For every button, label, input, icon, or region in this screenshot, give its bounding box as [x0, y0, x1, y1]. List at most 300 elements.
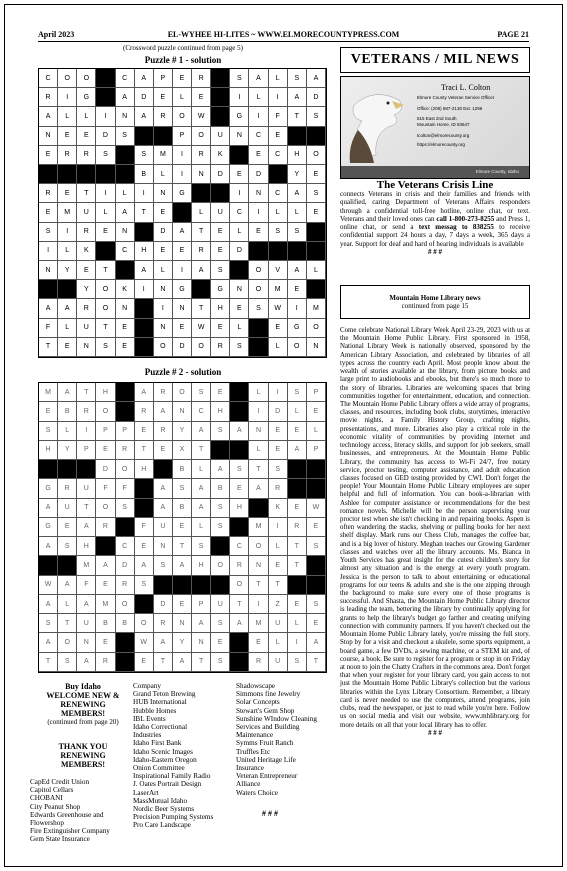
puzzle1-cell: W	[269, 299, 288, 318]
member-name: Hubble Homes	[133, 706, 177, 715]
puzzle2-cell: E	[269, 556, 288, 575]
puzzle2-cell: R	[154, 422, 173, 441]
member-name: Industries	[133, 731, 162, 740]
puzzle2-cell: U	[154, 518, 173, 537]
puzzle1-cell: V	[269, 261, 288, 280]
puzzle1-cell: S	[288, 69, 307, 88]
member-name: Edwards Greenhouse and	[30, 810, 104, 819]
puzzle1-cell	[249, 319, 268, 338]
puzzle2-cell: A	[154, 499, 173, 518]
puzzle2-cell: Y	[58, 441, 77, 460]
member-name: Grand Teton Brewing	[133, 690, 196, 699]
library-news-box	[340, 285, 530, 319]
puzzle2-cell: K	[269, 499, 288, 518]
puzzle2-cell: E	[173, 595, 192, 614]
officer-website: https://elmorecounty.org	[417, 142, 465, 147]
puzzle2-cell	[154, 576, 173, 595]
puzzle2-cell: F	[96, 479, 115, 498]
puzzle2-cell: D	[96, 460, 115, 479]
puzzle1-cell: W	[192, 319, 211, 338]
puzzle1-cell	[154, 127, 173, 146]
puzzle1-cell: E	[116, 338, 135, 357]
puzzle1-cell: E	[211, 223, 230, 242]
puzzle1-cell: A	[173, 223, 192, 242]
puzzle1-cell	[58, 165, 77, 184]
puzzle1-cell: A	[288, 261, 307, 280]
puzzle1-cell: E	[230, 299, 249, 318]
buy-idaho-title: Buy Idaho	[65, 682, 101, 691]
puzzle2-cell: E	[288, 595, 307, 614]
puzzle1-cell: I	[173, 165, 192, 184]
puzzle2-cell: E	[307, 402, 326, 421]
puzzle1-cell: S	[307, 184, 326, 203]
puzzle2-cell	[135, 595, 154, 614]
member-name: Flowershop	[30, 819, 64, 828]
puzzle1-grid	[38, 68, 327, 358]
puzzle1-cell	[307, 280, 326, 299]
puzzle1-cell	[307, 127, 326, 146]
puzzle1-cell	[135, 127, 154, 146]
puzzle1-cell: S	[269, 223, 288, 242]
puzzle2-cell: A	[230, 614, 249, 633]
puzzle2-cell: M	[39, 383, 58, 402]
puzzle2-cell: I	[249, 595, 268, 614]
puzzle2-cell: S	[211, 614, 230, 633]
crisis-line-body	[340, 190, 530, 256]
puzzle1-cell: L	[269, 203, 288, 222]
puzzle2-cell: C	[230, 537, 249, 556]
puzzle2-cell: O	[249, 537, 268, 556]
puzzle1-cell: O	[154, 338, 173, 357]
puzzle2-cell: R	[288, 518, 307, 537]
puzzle2-cell: S	[211, 653, 230, 672]
puzzle1-cell: S	[39, 223, 58, 242]
puzzle1-cell: E	[288, 280, 307, 299]
puzzle2-cell: M	[249, 614, 268, 633]
puzzle1-cell	[211, 107, 230, 126]
puzzle2-cell: U	[269, 614, 288, 633]
puzzle1-cell	[288, 242, 307, 261]
puzzle2-cell: O	[135, 614, 154, 633]
puzzle2-cell: A	[288, 441, 307, 460]
puzzle2-cell	[249, 499, 268, 518]
puzzle1-cell: O	[192, 338, 211, 357]
puzzle2-cell: R	[116, 441, 135, 460]
puzzle2-cell: M	[96, 595, 115, 614]
puzzle2-cell: E	[269, 441, 288, 460]
puzzle1-cell: R	[77, 223, 96, 242]
puzzle2-cell: S	[192, 383, 211, 402]
buy-idaho-heading	[38, 682, 128, 726]
puzzle2-cell: S	[230, 460, 249, 479]
puzzle2-cell: L	[288, 614, 307, 633]
puzzle2-cell: A	[192, 422, 211, 441]
puzzle2-cell: W	[135, 633, 154, 652]
puzzle2-cell: A	[173, 653, 192, 672]
crisis-line-title: The Veterans Crisis Line	[376, 179, 494, 191]
puzzle1-cell: M	[269, 280, 288, 299]
puzzle1-cell: E	[269, 319, 288, 338]
puzzle2-cell: T	[154, 653, 173, 672]
puzzle1-cell: N	[307, 338, 326, 357]
puzzle1-cell: I	[230, 184, 249, 203]
puzzle2-cell: E	[211, 383, 230, 402]
puzzle2-cell: T	[307, 653, 326, 672]
puzzle1-cell: L	[288, 203, 307, 222]
puzzle1-cell	[192, 184, 211, 203]
puzzle1-cell: A	[135, 69, 154, 88]
puzzle2-cell	[230, 383, 249, 402]
puzzle1-cell: T	[192, 299, 211, 318]
puzzle2-cell: O	[58, 633, 77, 652]
puzzle1-cell: N	[116, 107, 135, 126]
puzzle2-cell: A	[39, 595, 58, 614]
puzzle2-cell: O	[116, 595, 135, 614]
puzzle1-cell: A	[116, 88, 135, 107]
puzzle1-cell: E	[192, 88, 211, 107]
puzzle2-cell: S	[211, 499, 230, 518]
member-name: Waters Choice	[236, 788, 278, 797]
puzzle2-cell: U	[58, 499, 77, 518]
puzzle1-cell: M	[154, 146, 173, 165]
puzzle2-cell: C	[192, 402, 211, 421]
puzzle2-cell: P	[77, 441, 96, 460]
puzzle1-cell: N	[249, 184, 268, 203]
puzzle1-cell: N	[173, 299, 192, 318]
puzzle1-cell: U	[77, 319, 96, 338]
puzzle1-cell: E	[154, 203, 173, 222]
puzzle2-cell: E	[307, 518, 326, 537]
puzzle2-cell: P	[192, 595, 211, 614]
member-name: Idaho First Bank	[133, 739, 182, 748]
puzzle2-cell: T	[249, 460, 268, 479]
puzzle2-cell	[307, 576, 326, 595]
puzzle1-title: Puzzle # 1 - solution	[144, 55, 222, 65]
puzzle1-cell: S	[230, 338, 249, 357]
officer-title: Elmore County Veteran Service Officer	[417, 95, 495, 100]
puzzle1-cell	[116, 146, 135, 165]
members-column-3	[236, 682, 336, 797]
puzzle1-cell	[173, 203, 192, 222]
puzzle2-cell: G	[39, 518, 58, 537]
member-name: Onion Committee	[133, 764, 185, 773]
puzzle1-cell: D	[96, 127, 115, 146]
puzzle1-cell: E	[58, 127, 77, 146]
puzzle1-cell: L	[96, 203, 115, 222]
puzzle2-cell	[116, 518, 135, 537]
puzzle2-cell: E	[135, 422, 154, 441]
puzzle1-cell: E	[249, 146, 268, 165]
puzzle2-cell	[211, 576, 230, 595]
puzzle2-cell: U	[77, 614, 96, 633]
puzzle1-cell: I	[288, 299, 307, 318]
puzzle1-cell: L	[230, 319, 249, 338]
puzzle1-cell: E	[77, 261, 96, 280]
member-name: CapEd Credit Union	[30, 778, 90, 786]
puzzle2-cell: R	[269, 479, 288, 498]
puzzle1-cell: R	[192, 69, 211, 88]
puzzle1-cell: N	[230, 127, 249, 146]
puzzle2-cell: A	[39, 537, 58, 556]
puzzle2-cell: R	[77, 402, 96, 421]
puzzle2-cell	[116, 383, 135, 402]
puzzle1-cell: N	[230, 280, 249, 299]
puzzle2-cell: R	[230, 556, 249, 575]
puzzle1-cell: E	[269, 127, 288, 146]
puzzle1-cell: O	[173, 107, 192, 126]
puzzle2-cell: I	[269, 383, 288, 402]
puzzle1-cell: L	[154, 261, 173, 280]
puzzle1-cell: U	[77, 203, 96, 222]
member-name: Inspirational Family Radio	[133, 772, 211, 781]
puzzle1-cell: F	[39, 319, 58, 338]
puzzle1-cell	[77, 165, 96, 184]
puzzle1-cell: N	[154, 280, 173, 299]
puzzle1-cell: C	[116, 242, 135, 261]
puzzle2-cell: N	[173, 402, 192, 421]
puzzle2-cell	[58, 460, 77, 479]
puzzle2-cell	[211, 537, 230, 556]
puzzle1-cell: A	[249, 69, 268, 88]
puzzle1-cell: E	[173, 319, 192, 338]
member-name: Stewart's Gem Shop	[236, 706, 295, 715]
member-name: City Peanut Shop	[30, 802, 81, 811]
puzzle1-cell	[96, 165, 115, 184]
puzzle1-cell: E	[58, 184, 77, 203]
eagle-image	[344, 85, 412, 165]
puzzle1-cell	[116, 261, 135, 280]
puzzle2-cell: I	[269, 518, 288, 537]
puzzle1-cell: P	[154, 69, 173, 88]
puzzle1-cell: T	[135, 203, 154, 222]
puzzle1-cell: I	[39, 242, 58, 261]
puzzle1-cell	[307, 242, 326, 261]
puzzle1-cell: A	[135, 107, 154, 126]
puzzle2-cell: G	[39, 479, 58, 498]
puzzle2-cell	[96, 537, 115, 556]
puzzle1-cell: I	[58, 88, 77, 107]
puzzle1-cell	[192, 280, 211, 299]
puzzle2-cell: M	[77, 556, 96, 575]
puzzle1-cell: R	[58, 146, 77, 165]
puzzle2-cell: N	[173, 614, 192, 633]
puzzle2-cell	[230, 402, 249, 421]
puzzle2-cell: N	[154, 537, 173, 556]
puzzle1-cell: O	[307, 319, 326, 338]
member-name: Maintenance	[236, 731, 274, 740]
puzzle1-cell: N	[116, 299, 135, 318]
puzzle2-cell: L	[192, 460, 211, 479]
puzzle2-cell: A	[249, 479, 268, 498]
member-name: IBL Events	[133, 714, 166, 723]
puzzle1-cell: E	[230, 165, 249, 184]
puzzle1-cell: Y	[288, 165, 307, 184]
puzzle2-cell: T	[230, 595, 249, 614]
puzzle1-cell: P	[173, 127, 192, 146]
puzzle2-cell: L	[249, 383, 268, 402]
page-number: PAGE 21	[497, 30, 529, 39]
puzzle1-cell: I	[173, 261, 192, 280]
puzzle1-cell: E	[211, 319, 230, 338]
puzzle2-grid	[38, 382, 327, 673]
puzzle2-cell: E	[288, 499, 307, 518]
puzzle2-cell: R	[58, 479, 77, 498]
puzzle1-cell: E	[307, 203, 326, 222]
puzzle2-cell: H	[192, 556, 211, 575]
puzzle2-cell	[116, 402, 135, 421]
officer-email: tcolton@elmorecounty.org	[417, 133, 470, 138]
puzzle1-cell: E	[96, 223, 115, 242]
puzzle1-cell: R	[77, 146, 96, 165]
puzzle1-cell: T	[96, 261, 115, 280]
crisis-text-3: to receive confidential support 24 hours a day, 7 days a week, 365 days a year. Support for deaf and hard of hearing individuals is available	[340, 223, 530, 248]
puzzle1-cell: I	[173, 146, 192, 165]
puzzle2-cell: E	[249, 633, 268, 652]
puzzle2-cell: N	[249, 422, 268, 441]
puzzle1-cell: R	[39, 88, 58, 107]
puzzle1-cell: T	[77, 184, 96, 203]
puzzle1-cell: S	[96, 338, 115, 357]
member-name: Simmons fine Jewelry	[236, 690, 301, 699]
puzzle2-cell: R	[249, 653, 268, 672]
puzzle2-cell: A	[77, 653, 96, 672]
puzzle1-cell: L	[269, 338, 288, 357]
puzzle1-cell: I	[96, 184, 115, 203]
puzzle2-cell: C	[116, 537, 135, 556]
puzzle1-cell	[307, 223, 326, 242]
puzzle2-cell: E	[288, 422, 307, 441]
puzzle1-cell	[135, 338, 154, 357]
puzzle2-cell: B	[211, 479, 230, 498]
puzzle1-cell	[96, 88, 115, 107]
member-name: Capitol Cellars	[30, 786, 74, 795]
issue-date: April 2023	[38, 30, 75, 39]
puzzle1-cell: D	[135, 88, 154, 107]
puzzle1-cell: T	[288, 107, 307, 126]
puzzle1-cell: S	[96, 146, 115, 165]
puzzle2-cell: L	[269, 633, 288, 652]
officer-address2: Mountain Home, ID 83647	[417, 122, 470, 127]
puzzle1-cell: S	[249, 299, 268, 318]
crisis-phone: call 1-800-273-8255	[436, 214, 495, 223]
member-name: Gem State Insurance	[30, 835, 90, 844]
puzzle1-cell	[135, 319, 154, 338]
puzzle1-cell	[211, 184, 230, 203]
member-name: Idaho-Eastern Oregon	[133, 755, 197, 764]
puzzle1-cell: A	[288, 184, 307, 203]
puzzle2-cell: U	[211, 595, 230, 614]
puzzle2-cell: E	[135, 537, 154, 556]
puzzle1-cell: I	[135, 280, 154, 299]
puzzle2-cell: R	[154, 614, 173, 633]
puzzle2-cell: E	[96, 441, 115, 460]
puzzle1-cell: C	[39, 69, 58, 88]
crisis-text-1: connects Veterans in crisis and their families and friends with qualified, caring Department of Veterans Affairs responders through a confidential toll-free hotline, online chat, or text. Veterans and their loved ones can	[340, 190, 530, 223]
puzzle1-cell: L	[58, 319, 77, 338]
puzzle1-cell: N	[154, 319, 173, 338]
puzzle1-cell: L	[154, 165, 173, 184]
puzzle2-cell: O	[230, 576, 249, 595]
puzzle2-cell: R	[96, 518, 115, 537]
puzzle2-cell: R	[96, 653, 115, 672]
puzzle1-cell	[135, 223, 154, 242]
puzzle2-cell: A	[211, 460, 230, 479]
puzzle2-cell: S	[154, 556, 173, 575]
puzzle1-cell	[269, 242, 288, 261]
welcome-members: WELCOME NEW & RENEWING MEMBERS!	[46, 691, 120, 718]
puzzle2-cell: T	[288, 556, 307, 575]
puzzle2-cell: E	[154, 441, 173, 460]
puzzle1-cell	[135, 299, 154, 318]
member-name: Symms Fruit Ranch	[236, 739, 294, 748]
puzzle1-cell	[230, 261, 249, 280]
puzzle1-cell: M	[307, 299, 326, 318]
puzzle1-cell: N	[39, 127, 58, 146]
puzzle1-cell: T	[96, 319, 115, 338]
puzzle2-cell: T	[39, 653, 58, 672]
puzzle1-cell: L	[58, 242, 77, 261]
puzzle2-cell: S	[116, 499, 135, 518]
puzzle2-cell: A	[192, 499, 211, 518]
puzzle1-cell	[269, 165, 288, 184]
puzzle2-cell: E	[96, 633, 115, 652]
puzzle1-cell: N	[116, 223, 135, 242]
officer-address1: 515 East 2nd South	[417, 116, 457, 121]
puzzle2-cell: S	[192, 537, 211, 556]
puzzle1-cell: A	[135, 261, 154, 280]
puzzle1-cell: E	[173, 69, 192, 88]
puzzle1-cell: O	[249, 261, 268, 280]
puzzle2-cell: N	[77, 633, 96, 652]
puzzle1-cell: G	[173, 280, 192, 299]
puzzle1-cell: F	[269, 107, 288, 126]
puzzle1-cell: S	[307, 107, 326, 126]
puzzle1-cell: A	[288, 88, 307, 107]
member-name: Truffles Etc	[236, 747, 271, 756]
puzzle2-cell: W	[39, 576, 58, 595]
puzzle1-cell: A	[116, 203, 135, 222]
puzzle2-cell: T	[77, 499, 96, 518]
puzzle2-cell: S	[135, 576, 154, 595]
puzzle1-cell: E	[116, 319, 135, 338]
puzzle2-cell: T	[173, 537, 192, 556]
puzzle1-cell: O	[77, 69, 96, 88]
member-name: Pro Care Landscape	[133, 821, 191, 830]
puzzle2-cell: T	[192, 653, 211, 672]
puzzle1-cell: O	[58, 69, 77, 88]
puzzle2-cell: O	[116, 460, 135, 479]
member-name: J. Oates Portrait Design	[133, 780, 202, 789]
puzzle2-cell: N	[192, 633, 211, 652]
puzzle2-cell	[288, 576, 307, 595]
puzzle1-cell: R	[192, 242, 211, 261]
puzzle2-cell	[288, 479, 307, 498]
puzzle1-cell: G	[211, 280, 230, 299]
member-name: Veteran Entrepreneur	[236, 772, 298, 781]
puzzle2-cell: S	[288, 653, 307, 672]
puzzle1-cell	[249, 242, 268, 261]
puzzle2-cell: R	[116, 576, 135, 595]
puzzle2-cell: B	[116, 614, 135, 633]
puzzle1-cell: G	[77, 88, 96, 107]
puzzle2-cell: O	[211, 556, 230, 575]
puzzle2-cell: S	[211, 518, 230, 537]
member-name: Insurance	[236, 764, 264, 773]
puzzle1-cell: K	[116, 280, 135, 299]
puzzle1-cell: O	[288, 338, 307, 357]
puzzle1-cell: I	[135, 184, 154, 203]
puzzle2-cell	[58, 556, 77, 575]
